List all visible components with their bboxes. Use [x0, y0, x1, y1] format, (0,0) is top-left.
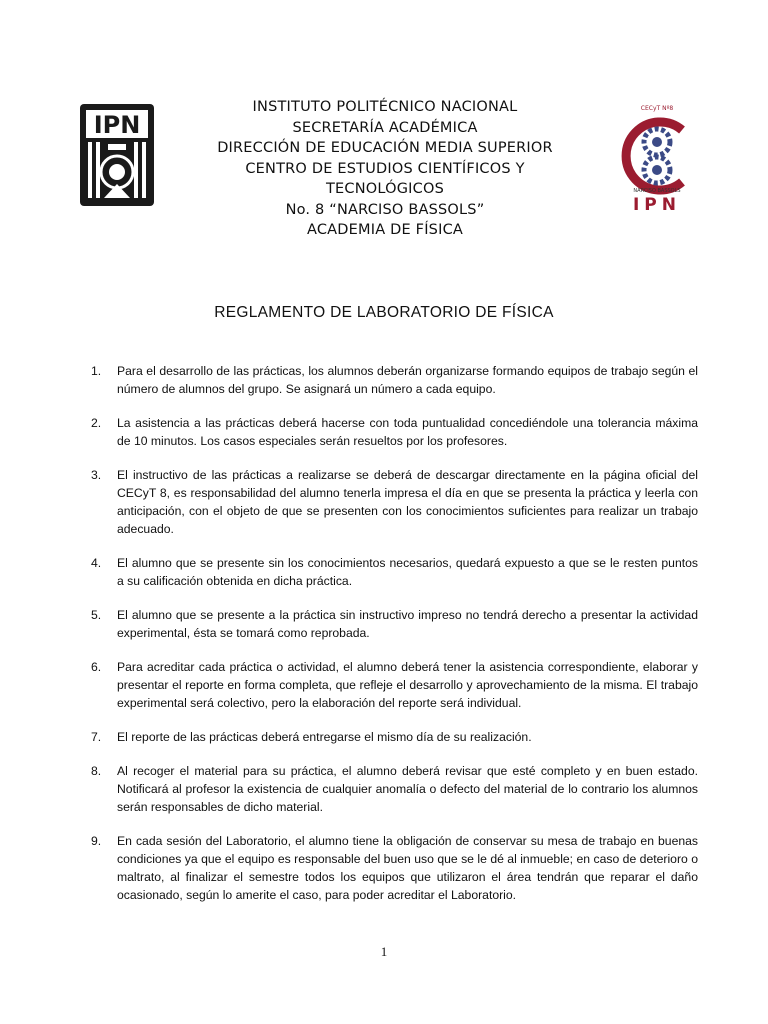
rule-item: [91, 728, 698, 746]
rule-number: 8.: [91, 764, 102, 778]
header-line-direccion: DIRECCIÓN DE EDUCACIÓN MEDIA SUPERIOR: [217, 140, 553, 156]
rule-number: 1.: [91, 364, 102, 378]
cecyt-8-gear-logo: [612, 100, 702, 215]
rule-number: 5.: [91, 608, 102, 622]
header-line-tecnologicos: TECNOLÓGICOS: [325, 181, 445, 197]
ipn-logo-text: IPN: [93, 111, 141, 139]
rule-text: Al recoger el material para su práctica, el alumno deberá revisar que esté completo y en buen estado. Notificará al profesor la existencia de cualquier anomalía o defecto del material de lo contrario los alumnos serán responsables de dicho material.: [117, 764, 698, 814]
rule-text: La asistencia a las prácticas deberá hacerse con toda puntualidad concediéndole una tolerancia máxima de 10 minutos. Los casos especiales serán resueltos por los profesores.: [117, 416, 698, 448]
page-number: 1: [380, 944, 388, 959]
institution-header: [180, 97, 590, 241]
header-line-centro: CENTRO DE ESTUDIOS CIENTÍFICOS Y: [245, 160, 525, 177]
ipn-emblem-logo: [78, 100, 156, 210]
rule-number: 7.: [91, 730, 102, 744]
rule-item: [91, 762, 698, 816]
rule-number: 6.: [91, 660, 102, 674]
rule-text: El alumno que se presente a la práctica sin instructivo impreso no tendrá derecho a presentar la actividad experimental, ésta se tomará como reprobada.: [117, 608, 698, 640]
rule-item: [91, 362, 698, 398]
header-line-academia: ACADEMIA DE FÍSICA: [306, 222, 464, 238]
rule-number: 9.: [91, 834, 102, 848]
rule-text: El instructivo de las prácticas a realizarse se deberá de descargar directamente en la página oficial del CECyT 8, es responsabilidad del alumno tenerla impresa el día en que se presenta la práctica y leerla con anticipación, con el objeto de que se presenten con los conocimientos suficientes para realizar un trabajo adecuado.: [117, 468, 698, 536]
rule-number: 2.: [91, 416, 102, 430]
rule-item: [91, 658, 698, 712]
document-title: REGLAMENTO DE LABORATORIO DE FÍSICA: [214, 304, 554, 321]
rule-text: El alumno que se presente sin los conocimientos necesarios, quedará expuesto a que se le resten puntos a su calificación obtenida en dicha práctica.: [117, 556, 698, 588]
rule-text: El reporte de las prácticas deberá entregarse el mismo día de su realización.: [117, 730, 532, 744]
rule-item: [91, 466, 698, 538]
header-line-institute: INSTITUTO POLITÉCNICO NACIONAL: [252, 99, 518, 115]
rule-number: 3.: [91, 468, 102, 482]
rule-number: 4.: [91, 556, 102, 570]
rule-item: [91, 554, 698, 590]
header-line-school-name: No. 8 “NARCISO BASSOLS”: [285, 201, 485, 218]
cecyt-logo-ipn-text: IPN: [632, 195, 682, 215]
rule-item: [91, 606, 698, 642]
rule-text: En cada sesión del Laboratorio, el alumno tiene la obligación de conservar su mesa de trabajo en buenas condiciones ya que el equipo es responsable del buen uso que se le dé al inmueble; en caso de deterioro o maltrato, al finalizar el semestre todos los equipos que utilizaron el área tendrán que reparar el daño ocasionado, según lo amerite el caso, para poder acreditar el Laboratorio.: [117, 834, 698, 902]
cecyt-logo-ring-text: NARCISO BASSOLS: [633, 188, 681, 194]
header-line-secretaria: SECRETARÍA ACADÉMICA: [292, 119, 478, 136]
rule-item: [91, 414, 698, 450]
rule-item: [91, 832, 698, 904]
rule-text: Para el desarrollo de las prácticas, los alumnos deberán organizarse formando equipos de trabajo según el número de alumnos del grupo. Se asignará un número a cada equipo.: [117, 364, 698, 396]
rule-text: Para acreditar cada práctica o actividad, el alumno deberá tener la asistencia correspondiente, elaborar y presentar el reporte en forma completa, que refleje el desarrollo y aprovechamiento de la misma. El trabajo experimental será colectivo, pero la elaboración del reporte será individual.: [117, 660, 698, 710]
cecyt-logo-top-text: CECyT Nº8: [640, 105, 674, 112]
rules-list: [91, 362, 698, 920]
